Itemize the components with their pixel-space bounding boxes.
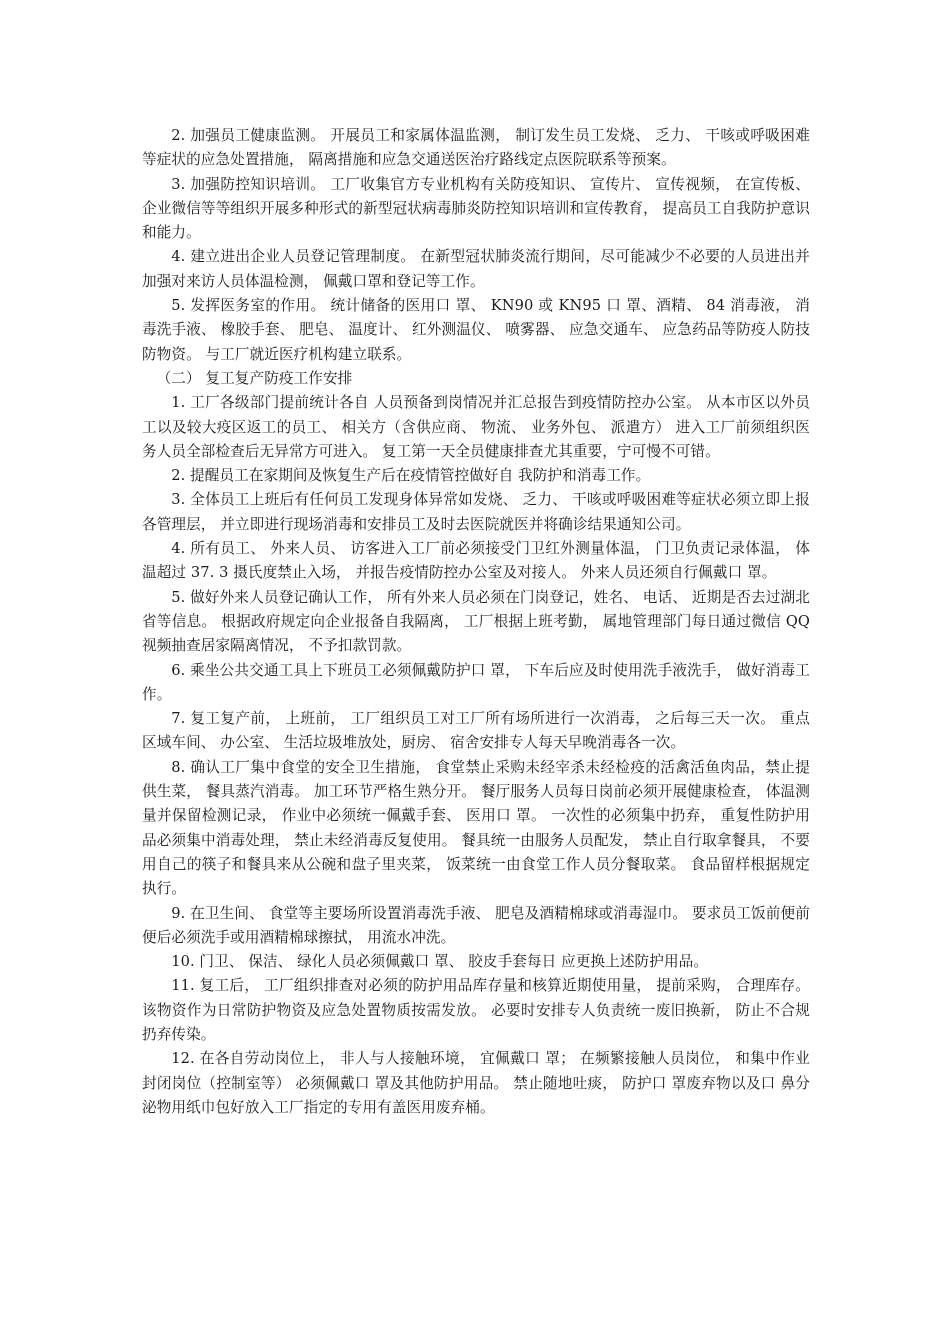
section-heading: （二） 复工复产防疫工作安排 [156, 369, 353, 387]
list-item: 11. 复工后， 工厂组织排查对必须的防护用品库存量和核算近期使用量， 提前采购， 合理库存。 该物资作为日常防护物资及应急处置物质按需发放。 必要时安排专人负责统一废旧换新， 防止不合规扔弃传染。 [142, 977, 810, 1043]
list-item: 10. 门卫、 保洁、 绿化人员必须佩戴口 罩、 胶皮手套每日 应更换上述防护用品。 [171, 953, 709, 971]
list-item: 2. 提醒员工在家期间及恢复生产后在疫情管控做好自 我防护和消毒工作。 [171, 467, 651, 485]
paragraph-medical-room: 5. 发挥医务室的作用。 统计储备的医用口 罩、 KN90 或 KN95 口 罩、酒精、 84 消毒液， 消毒洗手液、 橡胶手套、 肥皂、 温度计、 红外测温仪、 喷雾器、 应急交通车、 应急药品等防疫人防技防物资。 与工厂就近医疗机构建立联系。 [142, 297, 810, 363]
list-item: 6. 乘坐公共交通工具上下班员工必须佩戴防护口 罩， 下车后应及时使用洗手液洗手， 做好消毒工作。 [142, 661, 810, 703]
paragraph-health-monitoring: 2. 加强员工健康监测。 开展员工和家属体温监测， 制订发生员工发烧、 乏力、 干咳或呼吸困难等症状的应急处置措施， 隔离措施和应急交通送医治疗路线定点医院联系等预案。 [142, 127, 810, 169]
paragraph-knowledge-training: 3. 加强防控知识培训。 工厂收集官方专业机构有关防疫知识、 宣传片、 宣传视频， 在宣传板、 企业微信等等组织开展多种形式的新型冠状病毒肺炎防控知识培训和宣传教育， 提高员工自我防护意识和能力。 [142, 175, 810, 242]
list-item: 12. 在各自劳动岗位上， 非人与人接触环境， 宜佩戴口 罩； 在频繁接触人员岗位， 和集中作业封闭岗位（控制室等） 必须佩戴口 罩及其他防护用品。 禁止随地吐痰， 防护口 罩废弃物以及口 鼻分泌物用纸巾包好放入工厂指定的专用有盖医用废弃桶。 [142, 1050, 810, 1116]
document-body [142, 124, 810, 1120]
paragraph-entry-registration: 4. 建立进出企业人员登记管理制度。 在新型冠状肺炎流行期间，尽可能减少不必要的人员进出并加强对来访人员体温检测， 佩戴口罩和登记等工作。 [142, 248, 810, 290]
list-item: 8. 确认工厂集中食堂的安全卫生措施， 食堂禁止采购未经宰杀未经检疫的活禽活鱼肉品，禁止提供生菜， 餐具蒸汽消毒。 加工环节严格生熟分开。 餐厅服务人员每日岗前必须开展健康检查， 体温测量并保留检测记录， 作业中必须统一佩戴手套、 医用口 罩。 一次性的必须集中扔弃， 重复性防护用品必须集中消毒处理， 禁止未经消毒反复使用。 餐具统一由服务人员配发， 禁止自行取拿餐具， 不要用自己的筷子和餐具来从公碗和盘子里夹菜， 饭菜统一由食堂工作人员分餐取菜。 食品留样根据规定执行。 [142, 758, 810, 898]
list-item: 7. 复工复产前， 上班前， 工厂组织员工对工厂所有场所进行一次消毒， 之后每三天一次。 重点区域车间、 办公室、 生活垃圾堆放处，厨房、 宿舍安排专人每天早晚消毒各一次。 [142, 710, 810, 752]
list-item: 3. 全体员工上班后有任何员工发现身体异常如发烧、 乏力、 干咳或呼吸困难等症状必须立即上报各管理层， 并立即进行现场消毒和安排员工及时去医院就医并将确诊结果通知公司。 [142, 491, 810, 533]
list-item: 1. 工厂各级部门提前统计各自 人员预备到岗情况并汇总报告到疫情防控办公室。 从本市区以外员工以及较大疫区返工的员工、 相关方（含供应商、 物流、 业务外包、 派遣方） 进入工厂前须组织医务人员全部检查后无异常方可进入。 复工第一天全员健康排查尤其重要，宁可慢不可错。 [142, 394, 810, 460]
list-item: 4. 所有员工、 外来人员、 访客进入工厂前必须接受门卫红外测量体温， 门卫负责记录体温， 体温超过 37. 3 摄氏度禁止入场， 并报告疫情防控办公室及对接人。 外来人员还须自行佩戴口 罩。 [142, 540, 810, 582]
list-item: 5. 做好外来人员登记确认工作， 所有外来人员必须在门岗登记，姓名、 电话、 近期是否去过湖北省等信息。 根据政府规定向企业报备自我隔离， 工厂根据上班考勤， 属地管理部门每日通过微信 QQ 视频抽查居家隔离情况， 不予扣款罚款。 [142, 588, 810, 655]
list-item: 9. 在卫生间、 食堂等主要场所设置消毒洗手液、 肥皂及酒精棉球或消毒湿巾。 要求员工饭前便前便后必须洗手或用酒精棉球擦拭， 用流水冲洗。 [142, 904, 810, 946]
